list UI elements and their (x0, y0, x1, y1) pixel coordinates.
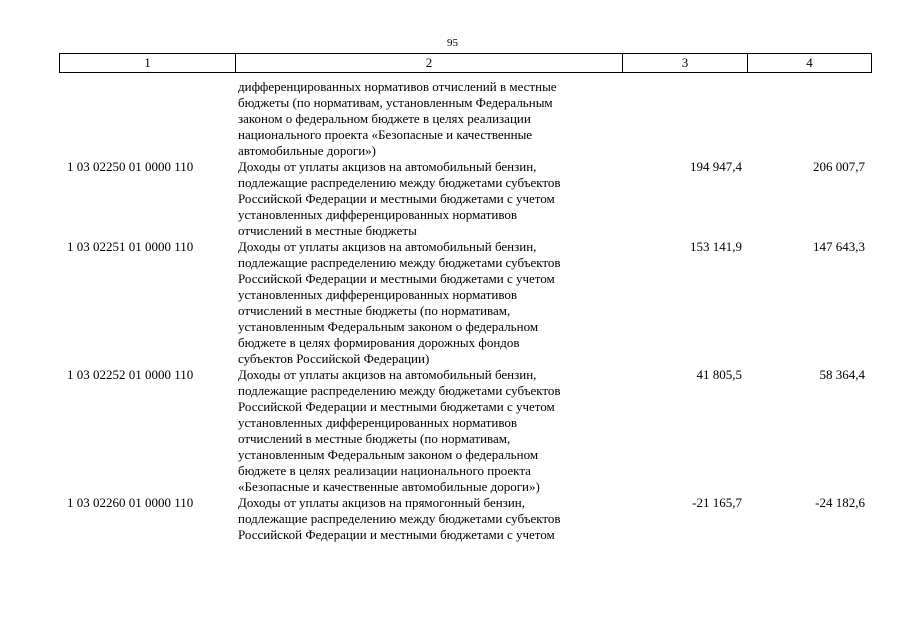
income-description (238, 495, 623, 543)
description-line: подлежащие распределению между бюджетами субъектов (238, 175, 561, 190)
amount-column-4: -24 182,6 (815, 495, 865, 510)
description-line: Российской Федерации и местными бюджетами с учетом (238, 191, 555, 206)
description-line: Доходы от уплаты акцизов на автомобильный бензин, (238, 159, 537, 174)
income-description (238, 159, 623, 239)
income-code: 1 03 02260 01 0000 110 (67, 495, 194, 510)
column-header-1: 1 (60, 54, 236, 73)
description-line: отчислений в местные бюджеты (по нормативам, (238, 431, 511, 446)
description-line: подлежащие распределению между бюджетами субъектов (238, 383, 561, 398)
description-line: установленным Федеральным законом о федеральном (238, 319, 539, 334)
description-line: бюджете в целях формирования дорожных фондов (238, 335, 520, 350)
description-line: Доходы от уплаты акцизов на автомобильный бензин, (238, 239, 537, 254)
description-line: установленных дифференцированных нормативов (238, 207, 518, 222)
column-header-row (60, 54, 872, 73)
description-line: бюджете в целях реализации национального проекта (238, 463, 531, 478)
income-code: 1 03 02251 01 0000 110 (67, 239, 194, 254)
continuation-row (0, 79, 905, 159)
table-row (0, 367, 905, 495)
column-header-3: 3 (623, 54, 748, 73)
description-line: дифференцированных нормативов отчислений в местные (238, 79, 557, 94)
description-line: Доходы от уплаты акцизов на автомобильный бензин, (238, 367, 537, 382)
amount-column-3: 194 947,4 (690, 159, 742, 174)
table-row (0, 239, 905, 367)
description-line: автомобильные дороги») (238, 143, 377, 158)
column-header-2: 2 (236, 54, 623, 73)
description-line: «Безопасные и качественные автомобильные дороги») (238, 479, 540, 494)
description-line: подлежащие распределению между бюджетами субъектов (238, 255, 561, 270)
income-description (238, 367, 623, 495)
table-row (0, 159, 905, 239)
description-line: Российской Федерации и местными бюджетами с учетом (238, 527, 555, 542)
description-line: национального проекта «Безопасные и качественные (238, 127, 533, 142)
amount-column-3: -21 165,7 (692, 495, 742, 510)
column-header-4: 4 (748, 54, 872, 73)
column-header-table (59, 53, 872, 73)
amount-column-4: 147 643,3 (813, 239, 865, 254)
amount-column-4: 206 007,7 (813, 159, 865, 174)
description-line: субъектов Российской Федерации) (238, 351, 430, 366)
description-line: отчислений в местные бюджеты (по нормативам, (238, 303, 511, 318)
continuation-description (238, 79, 623, 159)
budget-table-body (0, 79, 905, 543)
description-line: законом о федеральном бюджете в целях реализации (238, 111, 531, 126)
income-code: 1 03 02250 01 0000 110 (67, 159, 194, 174)
amount-column-3: 153 141,9 (690, 239, 742, 254)
income-description (238, 239, 623, 367)
page-number: 95 (447, 37, 458, 49)
table-row (0, 495, 905, 543)
income-code: 1 03 02252 01 0000 110 (67, 367, 194, 382)
description-line: Российской Федерации и местными бюджетами с учетом (238, 399, 555, 414)
description-line: установленных дифференцированных нормативов (238, 415, 518, 430)
description-line: Российской Федерации и местными бюджетами с учетом (238, 271, 555, 286)
description-line: Доходы от уплаты акцизов на прямогонный бензин, (238, 495, 525, 510)
description-line: установленных дифференцированных нормативов (238, 287, 518, 302)
description-line: подлежащие распределению между бюджетами субъектов (238, 511, 561, 526)
description-line: установленным Федеральным законом о федеральном (238, 447, 539, 462)
amount-column-3: 41 805,5 (696, 367, 742, 382)
amount-column-4: 58 364,4 (819, 367, 865, 382)
description-line: бюджеты (по нормативам, установленным Федеральным (238, 95, 553, 110)
description-line: отчислений в местные бюджеты (238, 223, 417, 238)
